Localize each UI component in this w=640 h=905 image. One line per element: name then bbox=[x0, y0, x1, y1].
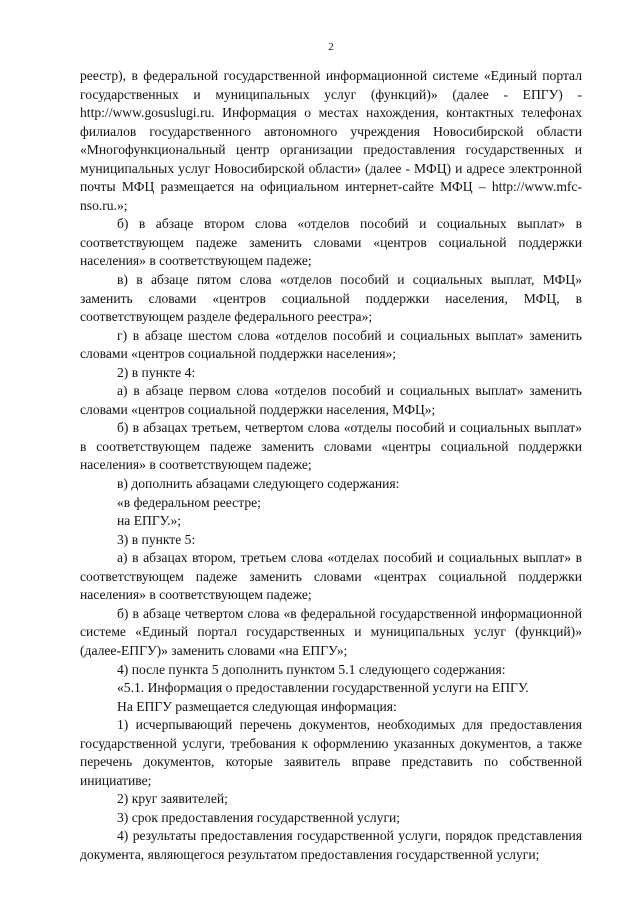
paragraph: б) в абзацах третьем, четвертом слова «отделы пособий и социальных выплат» в соответствующем падеже заменить словами «центры социальной поддержки населения» в соответствующем падеже; bbox=[80, 420, 582, 473]
document-body bbox=[80, 67, 582, 865]
paragraph: б) в абзаце четвертом слова «в федеральной государственной информационной системе «Единый портал государственных и муниципальных услуг (функций)» (далее-ЕПГУ)» заменить словами «на ЕПГУ»; bbox=[80, 605, 582, 658]
paragraph: на ЕПГУ.»; bbox=[117, 513, 182, 529]
paragraph: 2) в пункте 4: bbox=[117, 364, 196, 380]
paragraph: б) в абзаце втором слова «отделов пособий и социальных выплат» в соответствующем падеже заменить словами «центров социальной поддержки населения» в соответствующем падеже; bbox=[80, 216, 582, 269]
paragraph: а) в абзаце первом слова «отделов пособий и социальных выплат» заменить словами «центров социальной поддержки населения, МФЦ»; bbox=[80, 383, 582, 417]
paragraph: 2) круг заявителей; bbox=[117, 791, 228, 807]
paragraph: 4) результаты предоставления государственной услуги, порядок представления документа, являющегося результатом предоставления государственной услуги; bbox=[80, 828, 582, 862]
paragraph: 1) исчерпывающий перечень документов, необходимых для предоставления государственной услуги, требования к оформлению указанных документов, а также перечень документов, которые заявитель вправе представить по собственной инициативе; bbox=[80, 717, 582, 788]
paragraph: 4) после пункта 5 дополнить пунктом 5.1 следующего содержания: bbox=[117, 661, 506, 677]
paragraph: 3) в пункте 5: bbox=[117, 531, 196, 547]
paragraph: «в федеральном реестре; bbox=[117, 494, 261, 510]
paragraph: а) в абзацах втором, третьем слова «отделах пособий и социальных выплат» в соответствующем падеже заменить словами «центрах социальной поддержки населения» в соответствующем падеже; bbox=[80, 550, 582, 603]
paragraph: в) дополнить абзацами следующего содержания: bbox=[117, 476, 400, 492]
paragraph: г) в абзаце шестом слова «отделов пособий и социальных выплат» заменить словами «центров социальной поддержки населения»; bbox=[80, 327, 582, 362]
paragraph: «5.1. Информация о предоставлении государственной услуги на ЕПГУ. bbox=[117, 680, 529, 696]
page-number: 2 bbox=[328, 41, 334, 53]
paragraph: реестр), в федеральной государственной информационной системе «Единый портал государственных и муниципальных услуг (функций)» (далее - ЕПГУ) - http://www.gosuslugi.ru. Информация о местах нахождения, контактных телефонах филиалов государственного автономного учреждения Новосибирской области «Многофункциональный центр организации предоставления государственных и муниципальных услуг Новосибирской области» (далее - МФЦ) и адресе электронной почты МФЦ размещается на официальном интернет-сайте МФЦ – http://www.mfc-nso.ru.»; bbox=[80, 68, 582, 213]
paragraph: в) в абзаце пятом слова «отделов пособий и социальных выплат, МФЦ» заменить словами «центров социальной поддержки населения, МФЦ, в соответствующем разделе федерального реестра»; bbox=[80, 272, 582, 325]
paragraph: 3) срок предоставления государственной услуги; bbox=[117, 809, 401, 825]
paragraph: На ЕПГУ размещается следующая информация: bbox=[117, 698, 397, 714]
